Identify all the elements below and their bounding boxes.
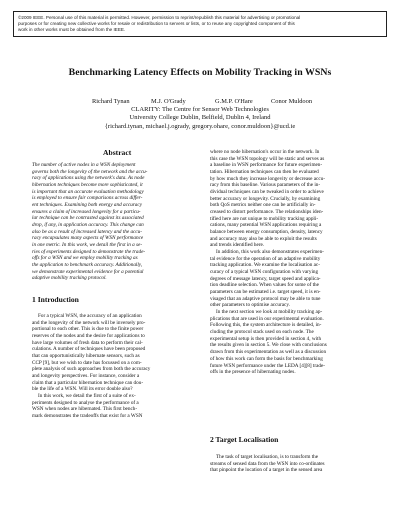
body-line: streams of sensed data from the WSN into co-ordinates: [210, 460, 325, 467]
copyright-line: ©2009 IEEE. Personal use of this material is permitted. However, permission to reprint/republish this material for advertising or promotional: [18, 15, 301, 20]
body-line: and trends identified here.: [210, 242, 265, 249]
affiliation-line: CLARITY: The Centre for Sensor Web Technologies: [131, 106, 269, 113]
body-line: this case the WSN topology will be static and serves as: [210, 155, 325, 162]
body-line: WSN when nodes are hibernated. This first bench-: [32, 406, 138, 413]
body-line: and accuracy may also be able to exploit the results: [210, 235, 317, 242]
abstract-line: adaptive mobility tracking protocol.: [32, 275, 107, 282]
affiliation-line: {richard.tynan, michael.j.ogrady, gregory.ohare, conor.muldoon}@ucd.ie: [104, 122, 296, 130]
body-line: culations. A number of techniques have been proposed: [32, 346, 146, 353]
body-line: and longevity perspectives. For instance, consider a: [32, 373, 140, 380]
body-line: tion deadline selection. When values for some of the: [210, 282, 319, 289]
body-line: CCP [9], but we wish to date has focussed on a com-: [32, 359, 142, 366]
section-2-text: [210, 454, 378, 474]
body-line: cations, many potential WSN applications requiring a: [210, 222, 322, 229]
body-line: parameters can be estimated i.e. target speed, it is en-: [210, 289, 321, 296]
introduction-text: [32, 313, 200, 420]
body-line: where no node hibernation's occur in the network. In: [210, 149, 320, 155]
body-line: periments designed to analyse the performance of a: [32, 399, 139, 406]
copyright-notice: [13, 11, 387, 37]
copyright-line: purposes or for creating new collective works for resale or redistribution to servers or lists, or to reuse any copyrighted component of this: [18, 21, 295, 27]
body-line: In this work, we detail the first of a suite of ex-: [38, 393, 136, 400]
body-line: ble the life of a WSN. Will its error double also?: [32, 386, 133, 393]
author-name: G.M.P. O'Hare: [215, 98, 253, 105]
body-line: visaged that an adaptive protocol may be able to tune: [210, 295, 321, 302]
body-line: tified here are not unique to mobility tracking appli-: [210, 215, 319, 222]
abstract-line: racy of applications using the network's data. As node: [32, 175, 145, 182]
body-line: Following this, the system architecture is detailed, in-: [210, 322, 322, 329]
introduction-heading: 1 Introduction: [32, 295, 79, 304]
abstract-line: we demonstrate experimental evidence for a potential: [32, 268, 144, 275]
abstract-line: The number of active nodes in a WSN deployment: [32, 162, 136, 168]
body-line: reserves of the nodes and the desire for applications to: [32, 333, 145, 340]
abstract-line: offs for a WSN and we employ mobility tracking as: [32, 255, 138, 262]
body-line: tal evidence for the operation of an adaptive mobility: [210, 255, 321, 262]
author-name: M.J. O'Grady: [151, 98, 186, 105]
abstract-line: is important that an accurate evaluation methodology: [32, 188, 144, 195]
abstract-line: ensures a claim of increased longevity for a particu-: [32, 208, 141, 215]
author-name: Richard Tynan: [92, 98, 130, 105]
abstract-line: also be as a result of increased latency and the accu-: [32, 228, 142, 235]
body-line: In addition, this work also demonstrates experimen-: [216, 249, 324, 256]
body-line: In the next section we look at mobility tracking ap-: [216, 309, 323, 316]
body-line: future WSN performance under the LEDA [4][8] trade-: [210, 362, 325, 369]
body-line: dividual techniques can be tweaked in order to achieve: [210, 189, 324, 196]
abstract-line: hibernation techniques become more sophisticated, it: [32, 182, 143, 189]
body-line: offs in the presence of hibernating nodes.: [210, 369, 296, 376]
body-line: creased to distort performance. The relationships iden-: [210, 209, 324, 216]
body-line: racy from this baseline. Various parameters of the in-: [210, 182, 321, 189]
body-line: tation. Hibernation techniques can then be evaluated: [210, 169, 319, 176]
author-name: Conor Muldoon: [271, 98, 313, 105]
body-line: that pinpoint the location of a target in the sensed area: [210, 467, 323, 474]
affiliation-line: University College Dublin, Belfield, Dublin 4, Ireland: [129, 114, 271, 122]
body-line: portional to each other. This is due to the finite power: [32, 326, 144, 333]
body-line: have large volumes of fresh data to perform their cal-: [32, 339, 143, 346]
body-line: The task of target localisation, is to transform the: [216, 454, 319, 460]
abstract-heading: Abstract: [103, 148, 132, 157]
abstract-line: lar technique can be contrasted against its associated: [32, 215, 144, 222]
body-line: experimental setup is then provided in section 4, with: [210, 335, 322, 342]
affiliation: [0, 106, 400, 131]
abstract-line: in one metric. In this work, we detail the first in a se-: [32, 242, 143, 249]
right-column-text: [210, 149, 378, 376]
body-line: For a typical WSN, the accuracy of an application: [38, 313, 142, 319]
body-line: a baseline in WSN performance for future experimen-: [210, 162, 323, 169]
body-line: that can opportunistically hibernate sensors, such as: [32, 353, 140, 360]
body-line: tracking application. We examine the localisation ac-: [210, 262, 320, 269]
body-line: balance between energy consumption, density, latency: [210, 229, 323, 236]
body-line: plications that are used in our experimental evaluation.: [210, 315, 324, 322]
body-line: by how much they increase longevity or decrease accu-: [210, 175, 325, 182]
body-line: curacy of a typical WSN configuration with varying: [210, 269, 319, 276]
body-line: the results given in section 5. We close with conclusions: [210, 342, 327, 349]
abstract-line: the application to benchmark accuracy. Additionally,: [32, 262, 143, 269]
abstract-line: is employed to ensure fair comparisons across differ-: [32, 195, 143, 202]
abstract-line: ent techniques. Examining both energy and accuracy: [32, 202, 143, 209]
paper-title: Benchmarking Latency Effects on Mobility Tracking in WSNs: [68, 67, 332, 78]
abstract-line: racy encapsulates many aspects of WSN performance: [32, 235, 144, 242]
body-line: mark demonstrates the tradeoffs that exist for a WSN: [32, 413, 143, 420]
copyright-line: work in other works must be obtained from the IEEE.: [18, 27, 126, 33]
body-line: of how this work can form the basis for benchmarking: [210, 355, 323, 362]
abstract-line: governs both the longevity of the network and the accu-: [32, 168, 148, 175]
body-line: better accuracy or longevity. Crucially, by examining: [210, 195, 321, 202]
body-line: cluding the protocol stack used on each node. The: [210, 329, 314, 336]
body-line: claim that a particular hibernation technique can dou-: [32, 379, 144, 386]
body-line: and the longevity of the network will be inversely pro-: [32, 319, 146, 326]
abstract-line: drop, if any, in application accuracy. This change can: [32, 222, 144, 229]
body-line: other parameters to optimise accuracy.: [210, 302, 290, 309]
abstract-line: ries of experiments designed to demonstrate the trade-: [32, 248, 146, 255]
section-2-heading: 2 Target Localisation: [210, 435, 279, 444]
abstract-text: [32, 162, 200, 282]
body-line: degrees of message latency, target speed and applica-: [210, 275, 321, 282]
body-line: plete analysis of such approaches from both the accuracy: [32, 366, 151, 373]
body-line: both QoS metrics neither one can be artificially in-: [210, 202, 316, 209]
body-line: drawn from this experimentation as well as a discussion: [210, 349, 327, 356]
